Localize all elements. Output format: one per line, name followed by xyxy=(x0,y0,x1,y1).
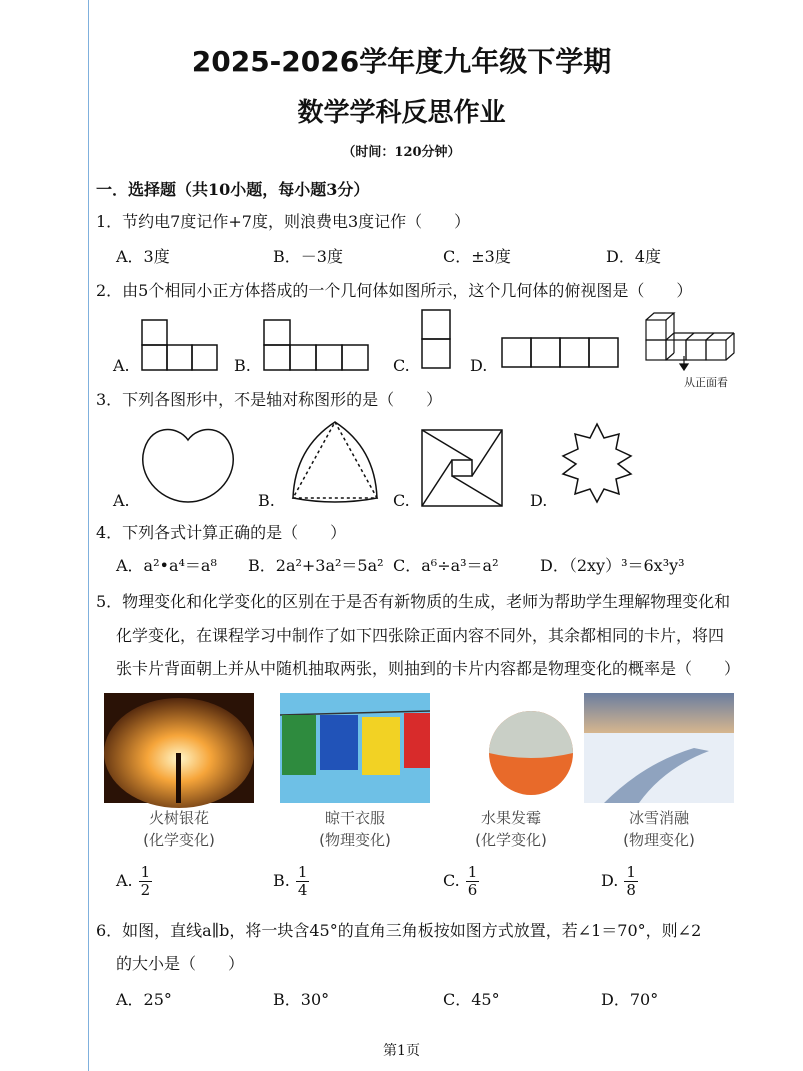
q3-reuleaux-figure xyxy=(285,418,385,503)
card-3-caption: 水果发霉 (化学变化) xyxy=(475,809,547,849)
q2-figure-a xyxy=(140,318,220,373)
q3-option-a[interactable]: A. xyxy=(113,491,130,510)
q2-option-c[interactable]: C. xyxy=(393,356,410,375)
time-limit: （时间：120分钟） xyxy=(342,145,461,160)
q2-figure-c xyxy=(420,308,452,370)
q1-stem: 1．节约电7度记作+7度，则浪费电3度记作（ ） xyxy=(96,212,471,231)
q1-option-b[interactable]: B．－3度 xyxy=(273,247,343,266)
page-subtitle: 数学学科反思作业 xyxy=(297,98,506,128)
q4-option-c[interactable]: C．a⁶÷a³＝a² xyxy=(393,556,499,575)
q1-option-d[interactable]: D．4度 xyxy=(606,247,662,266)
q5-line-2: 化学变化，在课程学习中制作了如下四张除正面内容不同外，其余都相同的卡片，将四 xyxy=(116,626,725,645)
q2-solid-figure xyxy=(640,308,750,378)
section-title: 一．选择题（共10小题，每小题3分） xyxy=(96,180,370,199)
q4-option-d[interactable]: D．（2xy）³＝6x³y³ xyxy=(540,556,685,575)
q6-option-c[interactable]: C．45° xyxy=(443,990,500,1009)
q5-line-1: 5．物理变化和化学变化的区别在于是否有新物质的生成，老师为帮助学生理解物理变化和 xyxy=(96,592,731,611)
q6-option-b[interactable]: B．30° xyxy=(273,990,330,1009)
q3-pinwheel-figure xyxy=(420,428,504,508)
q5-option-a[interactable]: A. $\frac{1}{2}$ xyxy=(116,863,151,899)
q5-option-d[interactable]: D. $\frac{1}{8}$ xyxy=(601,863,636,899)
card-4-caption: 冰雪消融 (物理变化) xyxy=(623,809,695,849)
page-number: 第1页 xyxy=(383,1043,420,1059)
q5-line-3: 张卡片背面朝上并从中随机抽取两张，则抽到的卡片内容都是物理变化的概率是（ ） xyxy=(116,659,741,678)
margin-line xyxy=(88,0,89,1071)
q2-figure-label: 从正面看 xyxy=(684,376,728,389)
q1-option-a[interactable]: A．3度 xyxy=(116,247,170,266)
q6-option-d[interactable]: D．70° xyxy=(601,990,659,1009)
q3-option-c[interactable]: C. xyxy=(393,491,410,510)
q4-option-a[interactable]: A．a²•a⁴＝a⁸ xyxy=(116,556,217,575)
q2-figure-b xyxy=(262,318,372,373)
q3-stem: 3．下列各图形中，不是轴对称图形的是（ ） xyxy=(96,390,443,409)
card-snow-image xyxy=(584,693,734,803)
q5-option-b[interactable]: B. $\frac{1}{4}$ xyxy=(273,863,308,899)
q2-option-a[interactable]: A. xyxy=(113,356,130,375)
q3-snowflake-figure xyxy=(556,422,638,504)
q6-option-a[interactable]: A．25° xyxy=(116,990,172,1009)
q4-stem: 4．下列各式计算正确的是（ ） xyxy=(96,523,347,542)
q6-line-2: 的大小是（ ） xyxy=(116,954,245,973)
q6-line-1: 6．如图，直线a∥b，将一块含45°的直角三角板按如图方式放置，若∠1＝70°，则∠2 xyxy=(96,921,702,940)
card-2-caption: 晾干衣服 (物理变化) xyxy=(319,809,391,849)
q3-option-b[interactable]: B. xyxy=(258,491,275,510)
card-clothes-image xyxy=(280,693,430,803)
card-fireworks-image xyxy=(104,693,254,803)
q2-option-b[interactable]: B. xyxy=(234,356,251,375)
q1-option-c[interactable]: C．±3度 xyxy=(443,247,511,266)
q2-figure-d xyxy=(500,336,625,370)
q3-heart-figure xyxy=(138,420,238,505)
card-1-caption: 火树银花 (化学变化) xyxy=(143,809,215,849)
q5-option-c[interactable]: C. $\frac{1}{6}$ xyxy=(443,863,478,899)
q3-option-d[interactable]: D. xyxy=(530,491,548,510)
q2-stem: 2．由5个相同小正方体搭成的一个几何体如图所示，这个几何体的俯视图是（ ） xyxy=(96,281,693,300)
q2-option-d[interactable]: D. xyxy=(470,356,488,375)
page-title: 2025-2026学年度九年级下学期 xyxy=(191,45,612,78)
q4-option-b[interactable]: B．2a²+3a²＝5a² xyxy=(248,556,384,575)
